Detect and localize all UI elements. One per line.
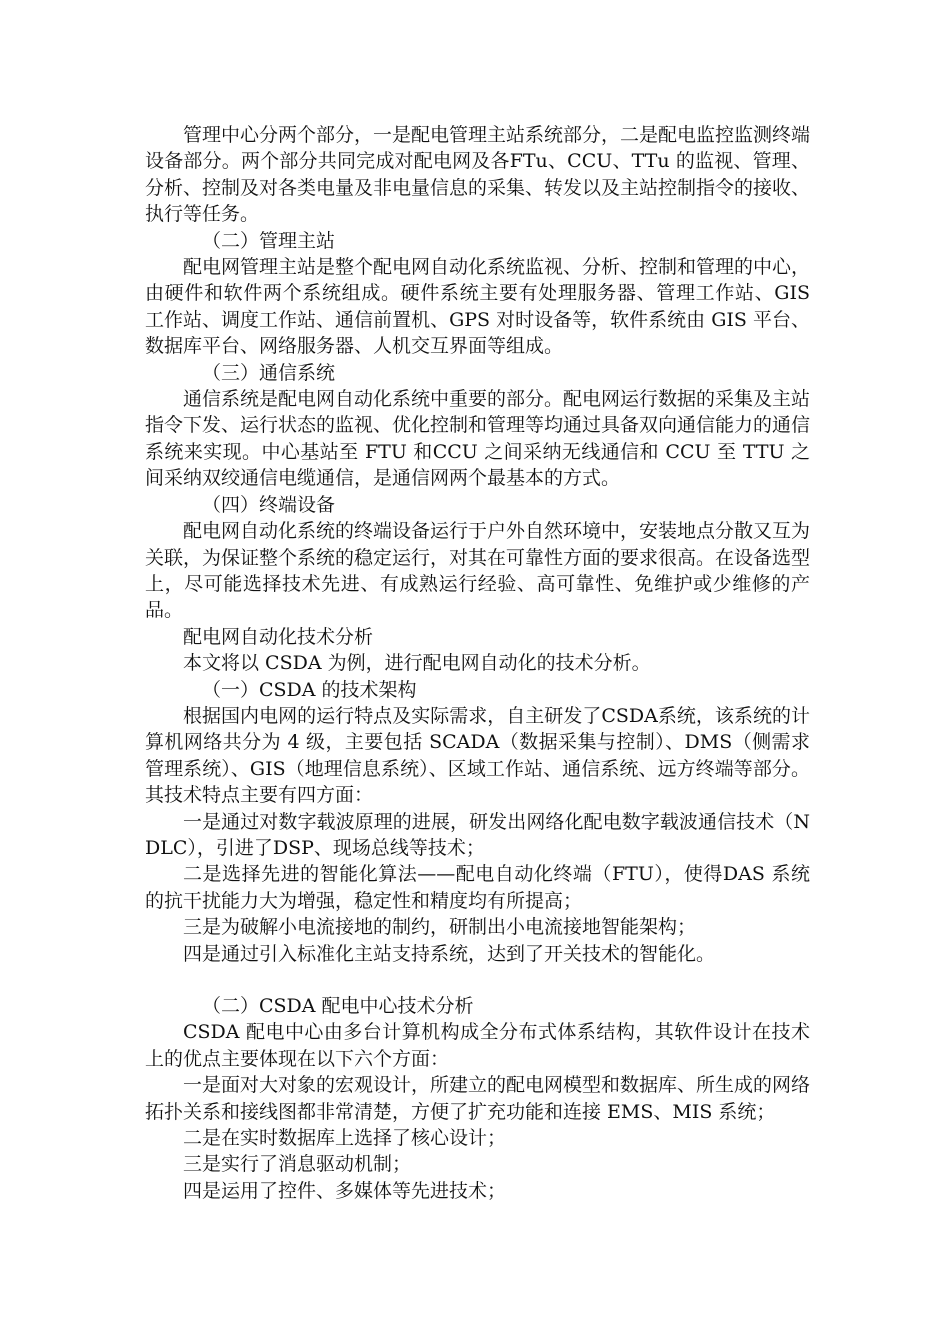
paragraph-master-station: 配电网管理主站是整个配电网自动化系统监视、分析、控制和管理的中心，由硬件和软件两个系统组成。硬件系统主要有处理服务器、管理工作站、GIS 工作站、调度工作站、通信前置机、GPS 对时设备等，软件系统由 GIS 平台、数据库平台、网络服务器、人机交互界面等组成。 [145,256,811,358]
paragraph-management-center: 管理中心分两个部分，一是配电管理主站系统部分，二是配电监控监测终端设备部分。两个部分共同完成对配电网及各FTu、CCU、TTu 的监视、管理、分析、控制及对各类电量及非电量信息的采集、转发以及主站控制指令的接收、执行等任务。 [145,124,811,226]
paragraph-csda-architecture: 根据国内电网的运行特点及实际需求，自主研发了CSDA系统，该系统的计算机网络共分为 4 级，主要包括 SCADA（数据采集与控制）、DMS（侧需求管理系统）、GIS（地理信息系统）、区域工作站、通信系统、远方终端等部分。其技术特点主要有四方面： [145,704,810,807]
paragraph-csda-intro: 本文将以 CSDA 为例，进行配电网自动化的技术分析。 [183,652,651,675]
paragraph-feature-one: 一是通过对数字载波原理的进展，研发出网络化配电数字载波通信技术（NDLC），引进了DSP、现场总线等技术； [145,810,810,859]
heading-csda-architecture: （一）CSDA 的技术架构 [202,678,417,701]
paragraph-spacer [145,967,810,993]
heading-csda-center-analysis: （二）CSDA 配电中心技术分析 [202,995,474,1017]
paragraph-advantage-three: 三是实行了消息驱动机制； [183,1153,412,1176]
heading-terminal-equipment: （四）终端设备 [202,493,336,516]
paragraph-communication-system: 通信系统是配电网自动化系统中重要的部分。配电网运行数据的采集及主站指令下发、运行状态的监视、优化控制和管理等均通过具备双向通信能力的通信系统来实现。中心基站至 FTU 和CCU 之间采纳无线通信和 CCU 至 TTU 之间采纳双绞通信电缆通信，是通信网两个最基本的方式。 [145,388,811,490]
paragraph-feature-four: 四是通过引入标准化主站支持系统，达到了开关技术的智能化。 [183,942,716,965]
paragraph-feature-three: 三是为破解小电流接地的制约，研制出小电流接地智能架构； [183,916,697,939]
paragraph-advantage-two: 二是在实时数据库上选择了核心设计； [183,1127,507,1150]
section-title-technical-analysis: 配电网自动化技术分析 [183,625,374,648]
paragraph-terminal-equipment: 配电网自动化系统的终端设备运行于户外自然环境中，安装地点分散又互为关联，为保证整个系统的稳定运行，对其在可靠性方面的要求很高。在设备选型上，尽可能选择技术先进、有成熟运行经验、高可靠性、免维护或少维修的产品。 [145,520,811,622]
heading-management-master-station: （二）管理主站 [202,229,336,252]
document-body [145,122,810,1204]
paragraph-advantage-one: 一是面对大对象的宏观设计，所建立的配电网模型和数据库、所生成的网络拓扑关系和接线图都非常清楚，方便了扩充功能和连接 EMS、MIS 系统； [145,1074,811,1123]
heading-communication-system: （三）通信系统 [202,361,336,384]
paragraph-feature-two: 二是选择先进的智能化算法——配电自动化终端（FTU），使得DAS 系统的抗干扰能力大为增强，稳定性和精度均有所提高； [145,863,810,912]
paragraph-advantage-four: 四是运用了控件、多媒体等先进技术； [183,1179,507,1202]
paragraph-csda-center-analysis: CSDA 配电中心由多台计算机构成全分布式体系结构，其软件设计在技术上的优点主要体现在以下六个方面： [145,1021,810,1070]
